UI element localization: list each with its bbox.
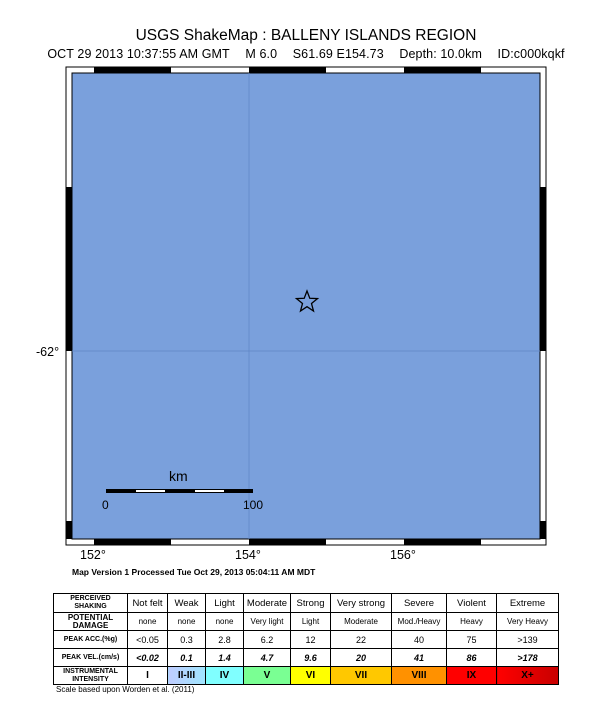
scale-note: Scale based upon Worden et al. (2011): [56, 685, 195, 694]
legend-cell: VI: [291, 667, 331, 685]
legend-cell: 1.4: [206, 649, 244, 667]
legend-cell: 20: [331, 649, 392, 667]
legend-cell: none: [128, 613, 168, 631]
legend-cell: none: [206, 613, 244, 631]
legend-cell: Extreme: [497, 594, 559, 613]
legend-cell: Strong: [291, 594, 331, 613]
legend-cell: I: [128, 667, 168, 685]
legend-cell: 12: [291, 631, 331, 649]
legend-cell: Mod./Heavy: [392, 613, 447, 631]
event-location: S61.69 E154.73: [292, 47, 384, 61]
legend-cell: Moderate: [244, 594, 291, 613]
legend-row: [54, 649, 559, 667]
legend-cell: II-III: [168, 667, 206, 685]
legend-cell: 2.8: [206, 631, 244, 649]
scale-unit-label: km: [169, 468, 188, 484]
legend-row: [54, 667, 559, 685]
map-title: USGS ShakeMap : BALLENY ISLANDS REGION: [135, 27, 477, 44]
scale-end-label: 100: [243, 498, 264, 512]
legend-cell: X+: [497, 667, 559, 685]
legend-cell: 9.6: [291, 649, 331, 667]
legend-cell: 86: [447, 649, 497, 667]
legend-cell: Not felt: [128, 594, 168, 613]
legend-cell: Violent: [447, 594, 497, 613]
intensity-legend: [53, 593, 559, 685]
legend-row: [54, 594, 559, 613]
legend-cell: Weak: [168, 594, 206, 613]
legend-row-header: PEAK VEL.(cm/s): [54, 649, 128, 667]
event-magnitude: M 6.0: [245, 47, 278, 61]
legend-row: [54, 613, 559, 631]
lon-label-152: 152°: [80, 548, 106, 562]
legend-cell: Heavy: [447, 613, 497, 631]
legend-cell: V: [244, 667, 291, 685]
event-datetime: OCT 29 2013 10:37:55 AM GMT: [47, 47, 230, 61]
event-id: ID:c000kqkf: [497, 47, 565, 61]
legend-cell: Very strong: [331, 594, 392, 613]
legend-cell: 22: [331, 631, 392, 649]
legend-row-header: INSTRUMENTAL INTENSITY: [54, 667, 128, 685]
ocean-area: [72, 73, 540, 539]
legend-cell: >178: [497, 649, 559, 667]
legend-cell: 41: [392, 649, 447, 667]
legend-row-header: PEAK ACC.(%g): [54, 631, 128, 649]
processed-info: Map Version 1 Processed Tue Oct 29, 2013 05:04:11 AM MDT: [72, 567, 316, 577]
legend-cell: <0.02: [128, 649, 168, 667]
legend-cell: 0.3: [168, 631, 206, 649]
legend-cell: Light: [291, 613, 331, 631]
legend-row-header: POTENTIAL DAMAGE: [54, 613, 128, 631]
legend-cell: VIII: [392, 667, 447, 685]
legend-row: [54, 631, 559, 649]
lon-label-154: 154°: [235, 548, 261, 562]
lon-label-156: 156°: [390, 548, 416, 562]
legend-cell: 4.7: [244, 649, 291, 667]
legend-cell: Severe: [392, 594, 447, 613]
legend-cell: none: [168, 613, 206, 631]
legend-cell: 75: [447, 631, 497, 649]
scale-start-label: 0: [102, 498, 109, 512]
lat-label: -62°: [36, 345, 60, 359]
legend-cell: IV: [206, 667, 244, 685]
event-depth: Depth: 10.0km: [399, 47, 482, 61]
legend-cell: Very Heavy: [497, 613, 559, 631]
frame-ticks-top: [94, 67, 481, 73]
legend-row-header: PERCEIVED SHAKING: [54, 594, 128, 613]
legend-cell: >139: [497, 631, 559, 649]
legend-cell: Light: [206, 594, 244, 613]
legend-cell: IX: [447, 667, 497, 685]
legend-cell: 40: [392, 631, 447, 649]
frame-ticks-bottom: [94, 539, 481, 545]
legend-cell: 6.2: [244, 631, 291, 649]
legend-cell: 0.1: [168, 649, 206, 667]
legend-cell: <0.05: [128, 631, 168, 649]
legend-cell: VII: [331, 667, 392, 685]
legend-cell: Very light: [244, 613, 291, 631]
legend-cell: Moderate: [331, 613, 392, 631]
